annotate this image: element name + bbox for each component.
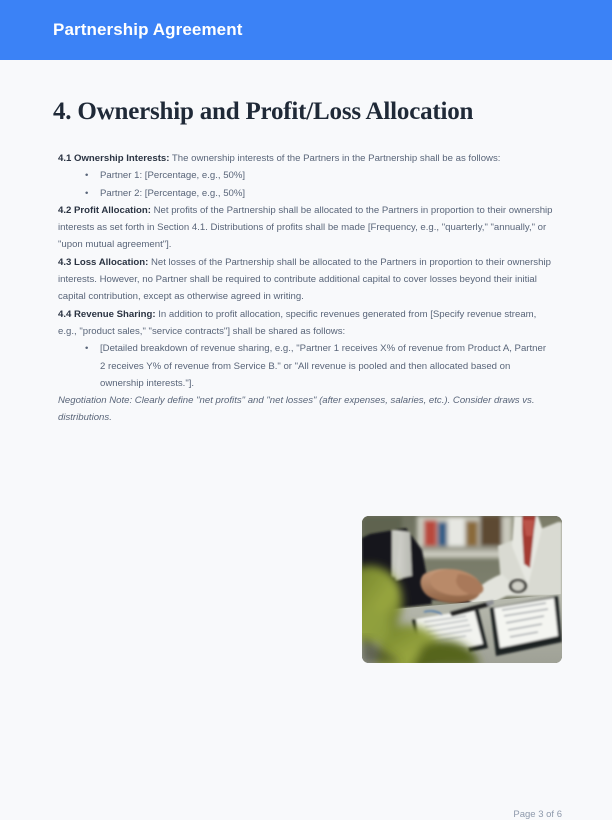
- clause-4-1: [58, 150, 554, 167]
- list-item-text: [Detailed breakdown of revenue sharing, e.g., "Partner 1 receives X% of revenue from Product A, Partner 2 receives Y% of revenue from Service B." or "All revenue is pooled and then allocated based on ownership interests."].: [100, 343, 547, 389]
- clause-4-4-text: In addition to profit allocation, specific revenues generated from [Specify revenue stream, e.g., "product sales," "service contracts"] shall be shared as follows:: [58, 308, 537, 337]
- list-item: [58, 340, 554, 392]
- document-title: Partnership Agreement: [53, 20, 243, 39]
- clause-4-4-bullet-list: [58, 340, 554, 392]
- clause-4-3-label: 4.3 Loss Allocation:: [58, 256, 149, 268]
- page-number-indicator: Page 3 of 6: [513, 809, 562, 820]
- list-item: [58, 185, 554, 202]
- list-item-text: Partner 1: [Percentage, e.g., 50%]: [100, 170, 246, 182]
- clause-4-2-label: 4.2 Profit Allocation:: [58, 204, 151, 216]
- clause-4-1-bullet-list: [58, 167, 554, 202]
- clause-4-1-text: The ownership interests of the Partners in the Partnership shall be as follows:: [169, 153, 501, 164]
- document-page: [0, 60, 612, 820]
- clause-4-3: [58, 254, 554, 306]
- bullet-icon: •: [85, 170, 89, 182]
- clause-4-2-text: Net profits of the Partnership shall be allocated to the Partners in proportion to their ownership interests as set forth in Section 4.1. Distributions of profits shall be made [Frequency, e.g., "quarterly," "annually," or "upon mutual agreement"].: [58, 204, 553, 251]
- clause-4-1-label: 4.1 Ownership Interests:: [58, 153, 170, 164]
- bullet-icon: •: [85, 343, 89, 355]
- list-item-text: Partner 2: [Percentage, e.g., 50%]: [100, 187, 246, 199]
- list-item: [58, 167, 554, 184]
- document-header-bar: [0, 0, 612, 60]
- negotiation-note: Negotiation Note: Clearly define "net profits" and "net losses" (after expenses, salaries, etc.). Consider draws vs. distributions.: [58, 395, 535, 424]
- clause-4-2: [58, 202, 554, 254]
- clause-4-4: [58, 306, 554, 341]
- handshake-photo: [362, 516, 562, 663]
- bullet-icon: •: [85, 187, 89, 199]
- section-heading: 4. Ownership and Profit/Loss Allocation: [53, 98, 474, 125]
- clause-4-4-label: 4.4 Revenue Sharing:: [58, 308, 156, 320]
- clause-4-3-text: Net losses of the Partnership shall be allocated to the Partners in proportion to their ownership interests. However, no Partner shall be required to contribute additional capital to cover losses beyond their initial capital contribution, except as otherwise agreed in writing.: [58, 256, 551, 303]
- document-content: [58, 150, 554, 427]
